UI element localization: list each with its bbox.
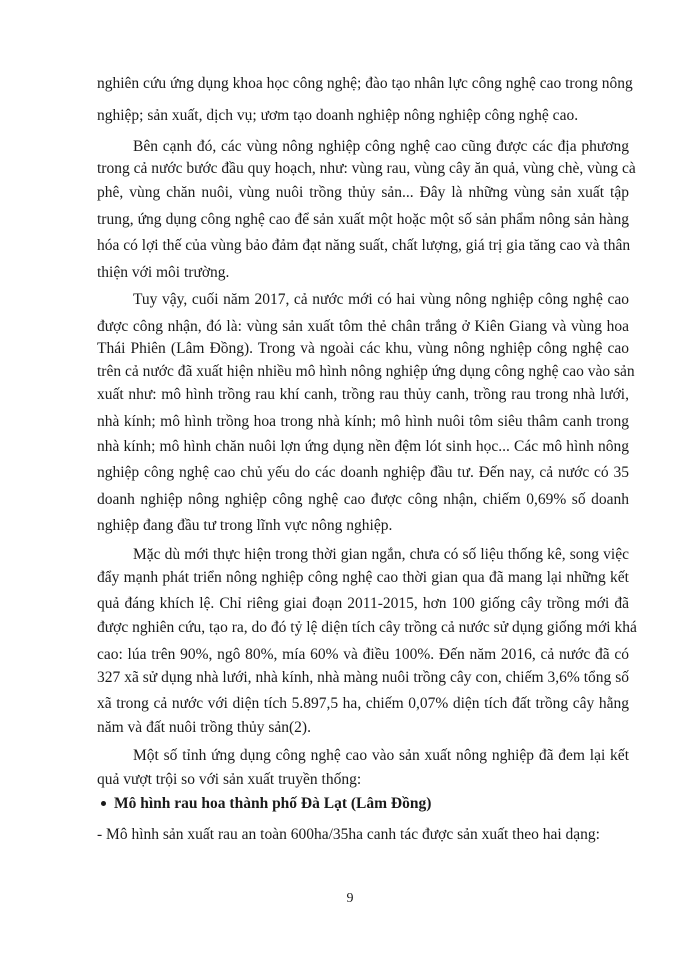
p4-line-8: năm và đất nuôi trồng thủy sản(2). (97, 719, 311, 736)
p4-line-4: được nghiên cứu, tạo ra, do đó tỷ lệ diện tích cây trồng cả nước sử dụng giống mới khá (97, 619, 637, 636)
page-number: 9 (346, 891, 354, 906)
body-last-line: - Mô hình sản xuất rau an toàn 600ha/35ha canh tác được sản xuất theo hai dạng: (97, 826, 600, 843)
p2-line-6: thiện với môi trường. (97, 264, 230, 281)
p4-line-3: quả đáng khích lệ. Chỉ riêng giai đoạn 2011-2015, hơn 100 giống cây trồng mới đã (97, 595, 629, 612)
p3-line-4: trên cả nước đã xuất hiện nhiều mô hình nông nghiệp ứng dụng công nghệ cao vào sản (97, 363, 635, 380)
p3-line-8: nghiệp công nghệ cao chủ yếu do các doanh nghiệp đầu tư. Đến nay, cả nước có 35 (97, 464, 629, 481)
p3-line-1: Tuy vậy, cuối năm 2017, cả nước mới có hai vùng nông nghiệp công nghệ cao (133, 291, 629, 308)
p5-line-2: quả vượt trội so với sản xuất truyền thống: (97, 771, 362, 788)
p3-line-3: Thái Phiên (Lâm Đồng). Trong và ngoài các khu, vùng nông nghiệp công nghệ cao (97, 340, 629, 357)
p4-line-5: cao: lúa trên 90%, ngô 80%, mía 60% và điều 100%. Đến năm 2016, cả nước đã có (97, 646, 629, 663)
p4-line-7: xã trong cả nước với diện tích 5.897,5 ha, chiếm 0,07% diện tích đất trồng cây hằng (97, 695, 629, 712)
p3-line-5: xuất như: mô hình trồng rau khí canh, trồng rau thủy canh, trồng rau trong nhà lưới, (97, 386, 629, 403)
p3-line-10: nghiệp đang đầu tư trong lĩnh vực nông nghiệp. (97, 517, 393, 534)
p3-line-6: nhà kính; mô hình trồng hoa trong nhà kính; mô hình nuôi tôm siêu thâm canh trong (97, 413, 629, 430)
p1-line-2: nghiệp; sản xuất, dịch vụ; ươm tạo doanh nghiệp nông nghiệp công nghệ cao. (97, 107, 579, 124)
bullet-heading: Mô hình rau hoa thành phố Đà Lạt (Lâm Đồng) (114, 795, 432, 812)
p3-line-9: doanh nghiệp nông nghiệp công nghệ cao được công nhận, chiếm 0,69% số doanh (97, 491, 629, 508)
bullet-heading-row (101, 794, 431, 814)
bullet-icon (101, 801, 106, 806)
p2-line-3: phê, vùng chăn nuôi, vùng nuôi trồng thủy sản... Đây là những vùng sản xuất tập (97, 184, 629, 201)
p1-line-1: nghiên cứu ứng dụng khoa học công nghệ; đào tạo nhân lực công nghệ cao trong nông (97, 75, 633, 92)
p3-line-7: nhà kính; mô hình chăn nuôi lợn ứng dụng nền đệm lót sinh học... Các mô hình nông (97, 438, 629, 455)
p2-line-1: Bên cạnh đó, các vùng nông nghiệp công nghệ cao cũng được các địa phương (133, 138, 629, 155)
p3-line-2: được công nhận, đó là: vùng sản xuất tôm thẻ chân trắng ở Kiên Giang và vùng hoa (97, 318, 629, 335)
p2-line-5: hóa có lợi thế của vùng bảo đảm đạt năng suất, chất lượng, giá trị gia tăng cao và thân (97, 237, 631, 254)
p4-line-2: đẩy mạnh phát triển nông nghiệp công nghệ cao thời gian qua đã mang lại những kết (97, 569, 629, 586)
p2-line-2: trong cả nước bước đầu quy hoạch, như: vùng rau, vùng cây ăn quả, vùng chè, vùng cà (97, 160, 636, 177)
p4-line-1: Mặc dù mới thực hiện trong thời gian ngắn, chưa có số liệu thống kê, song việc (133, 546, 629, 563)
p4-line-6: 327 xã sử dụng nhà lưới, nhà kính, nhà màng nuôi trồng cây con, chiếm 3,6% tổng số (97, 669, 629, 686)
p5-line-1: Một số tỉnh ứng dụng công nghệ cao vào sản xuất nông nghiệp đã đem lại kết (133, 747, 629, 764)
p2-line-4: trung, ứng dụng công nghệ cao để sản xuất một hoặc một số sản phẩm nông sản hàng (97, 211, 629, 228)
